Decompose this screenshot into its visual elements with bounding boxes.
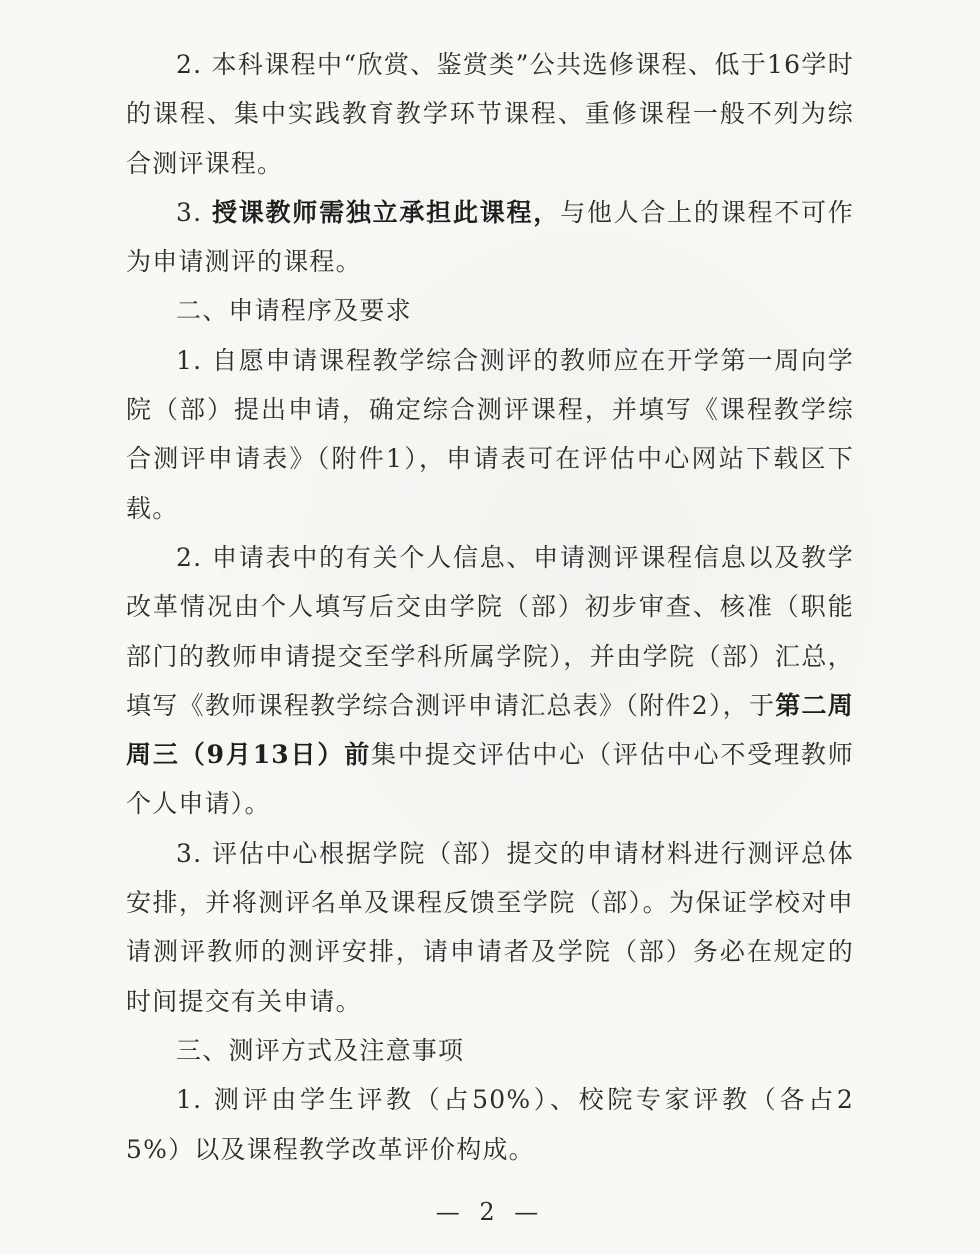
paragraph-voluntary-application — [126, 336, 854, 533]
section-heading-application-procedure: 二、申请程序及要求 — [176, 296, 412, 326]
paragraph-evaluation-composition — [126, 1075, 854, 1174]
paragraph-text: 2. 申请表中的有关个人信息、申请测评课程信息以及教学改革情况由个人填写后交由学院（部）初步审查、核准（职能部门的教师申请提交至学科所属学院），并由学院（部）汇总，填写《教师课程教学综合测评申请汇总表》（附件2），于 — [126, 542, 854, 720]
paragraph-text: 1. 测评由学生评教（占50%）、校院专家评教（各占25%）以及课程教学改革评价构成。 — [126, 1085, 854, 1164]
paragraph-text: 2. 本科课程中“欣赏、鉴赏类”公共选修课程、低于16学时的课程、集中实践教育教学环节课程、重修课程一般不列为综合测评课程。 — [126, 50, 854, 178]
paragraph-independent-teaching — [126, 188, 854, 287]
paragraph-text: 与他人合上的课程不可作为申请测评的课程。 — [126, 197, 855, 277]
paragraph-text: 1. 自愿申请课程教学综合测评的教师应在开学第一周向学院（部）提出申请，确定综合测评课程，并填写《课程教学综合测评申请表》（附件1），申请表可在评估中心网站下载区下载。 — [126, 345, 854, 523]
section-heading-evaluation-method: 三、测评方式及注意事项 — [176, 1035, 465, 1065]
paragraph-application-review — [126, 533, 854, 829]
paragraph-text: 3. 评估中心根据学院（部）提交的申请材料进行测评总体安排，并将测评名单及课程反馈至学院（部）。为保证学校对申请测评教师的测评安排，请申请者及学院（部）务必在规定的时间提交有关申请。 — [126, 838, 854, 1016]
bold-requirement: 授课教师需独立承担此课程， — [211, 197, 561, 227]
document-body — [126, 40, 854, 1174]
paragraph-evaluation-arrangement — [126, 829, 854, 1026]
paragraph-text: 集中提交评估中心（评估中心不受理教师个人申请）。 — [126, 740, 854, 819]
bold-deadline: 第二周周三（9月13日）前 — [126, 690, 854, 770]
paragraph-course-exclusions — [126, 40, 854, 188]
page-number: — 2 — — [435, 1198, 545, 1226]
item-number: 3. — [176, 197, 212, 227]
